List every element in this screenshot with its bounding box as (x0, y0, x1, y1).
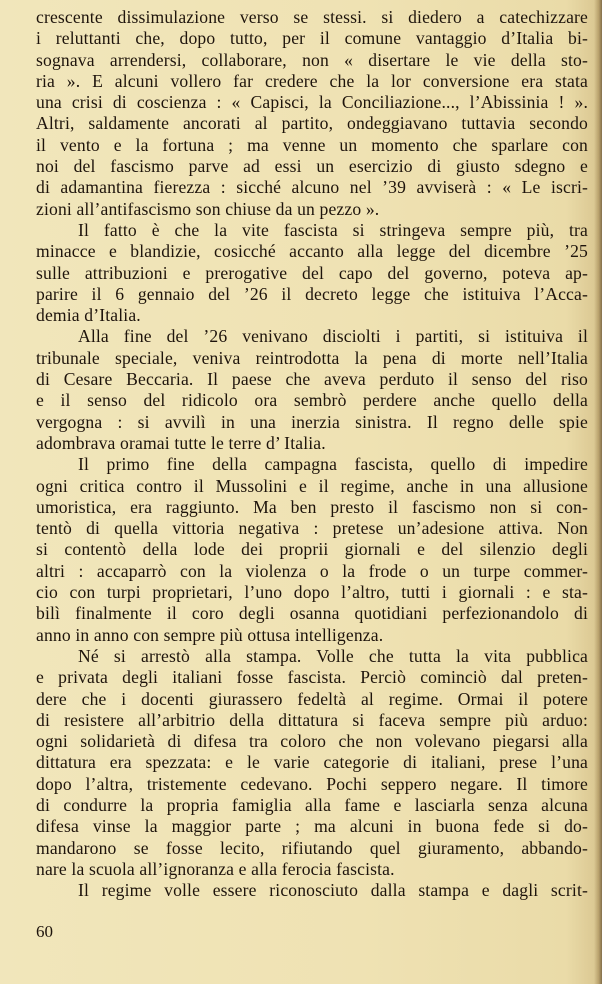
text-line: parire il 6 gennaio del ’26 il decreto legge che istituiva l’Acca- (36, 283, 588, 304)
text-line: ogni critica contro il Mussolini e il regime, anche in una allusione (36, 475, 588, 496)
text-line: una crisi di coscienza : « Capisci, la Conciliazione..., l’Abissinia ! ». (36, 92, 588, 113)
text-line: umoristica, era raggiunto. Ma ben presto il fascismo non si con- (36, 496, 588, 517)
text-line: crescente dissimulazione verso se stessi. si diedero a catechizzare (36, 7, 588, 27)
text-line: bilì finalmente il coro degli osanna quotidiani perfezionandolo di (36, 603, 588, 624)
text-line: tribunale speciale, veniva reintrodotta la pena di morte nell’Italia (36, 347, 588, 368)
text-line: e il senso del ridicolo ora sembrò perdere anche quello della (36, 390, 588, 411)
text-line: di condurre la propria famiglia alla fame e lasciarla senza alcuna (36, 794, 588, 815)
page-number: 60 (36, 922, 53, 941)
text-line: di resistere all’arbitrio della dittatura si faceva sempre più arduo: (36, 709, 588, 730)
text-line: dere che i docenti giurassero fedeltà al regime. Ormai il potere (36, 688, 588, 709)
text-line: zioni all’antifascismo son chiuse da un pezzo ». (36, 198, 380, 219)
text-line: altri : accaparrò con la violenza o la frode o un turpe commer- (36, 560, 588, 581)
text-line: di adamantina fierezza : sicché alcuno nel ’39 avviserà : « Le iscri- (36, 177, 588, 198)
text-line: mandarono se fosse lecito, rifiutando quel giuramento, abbando- (36, 837, 588, 858)
text-line: nare la scuola all’ignoranza e alla ferocia fascista. (36, 858, 395, 879)
text-line: i reluttanti che, dopo tutto, per il comune vantaggio d’Italia bi- (36, 28, 588, 49)
text-line: di Cesare Beccaria. Il paese che aveva perduto il senso del riso (36, 369, 588, 390)
text-line: difesa vinse la maggior parte ; ma alcuni in buona fede si do- (36, 816, 588, 837)
text-line: si contentò della lode dei proprii giornali e del silenzio degli (36, 539, 588, 560)
text-line: e privata degli italiani fosse fascista. Perciò cominciò dal preten- (36, 667, 588, 688)
text-line: ogni solidarietà di difesa tra coloro che non volevano piegarsi alla (36, 731, 588, 752)
text-line: minacce e blandizie, cosicché accanto alla legge del dicembre ’25 (36, 241, 588, 262)
text-line: ria ». E alcuni vollero far credere che la lor conversione era stata (36, 70, 588, 91)
text-line: sognava arrendersi, collaborare, non « disertare le vie della sto- (36, 49, 588, 70)
text-line: Altri, saldamente ancorati al partito, ondeggiavano tuttavia secondo (36, 113, 588, 134)
text-line: Alla fine del ’26 venivano disciolti i partiti, si istituiva il (78, 326, 588, 347)
text-line: dopo l’altra, tristemente cedevano. Pochi seppero negare. Il timore (36, 773, 588, 794)
text-line: noi del fascismo parve ad essi un esercizio di giusto sdegno e (36, 156, 588, 177)
text-line: tentò di quella vittoria negativa : pretese un’adesione attiva. Non (36, 518, 588, 539)
text-line: dittatura era spezzata: e le varie categorie di italiani, prese l’una (36, 752, 588, 773)
text-line: anno in anno con sempre più ottusa intelligenza. (36, 624, 384, 645)
text-line: adombrava oramai tutte le terre d’ Italia. (36, 432, 326, 453)
text-line: Il primo fine della campagna fascista, quello di impedire (78, 454, 588, 475)
text-line: sulle attribuzioni e prerogative del capo del governo, poteva ap- (36, 262, 588, 283)
text-line: Il regime volle essere riconosciuto dalla stampa e dagli scrit- (78, 880, 588, 901)
page-edge-shadow (594, 0, 602, 984)
body-text (36, 7, 588, 901)
text-line: Né si arrestò alla stampa. Volle che tutta la vita pubblica (78, 645, 588, 666)
text-line: demia d’Italia. (36, 305, 141, 326)
text-line: cio con turpi proprietari, l’uno dopo l’altro, tutti i giornali : e sta- (36, 582, 588, 603)
text-line: Il fatto è che la vite fascista si stringeva sempre più, tra (78, 219, 588, 240)
text-line: il vento e la fortuna ; ma venne un momento che sparlare con (36, 134, 588, 155)
text-line: vergogna : si avvilì in una inerzia sinistra. Il regno delle spie (36, 411, 588, 432)
